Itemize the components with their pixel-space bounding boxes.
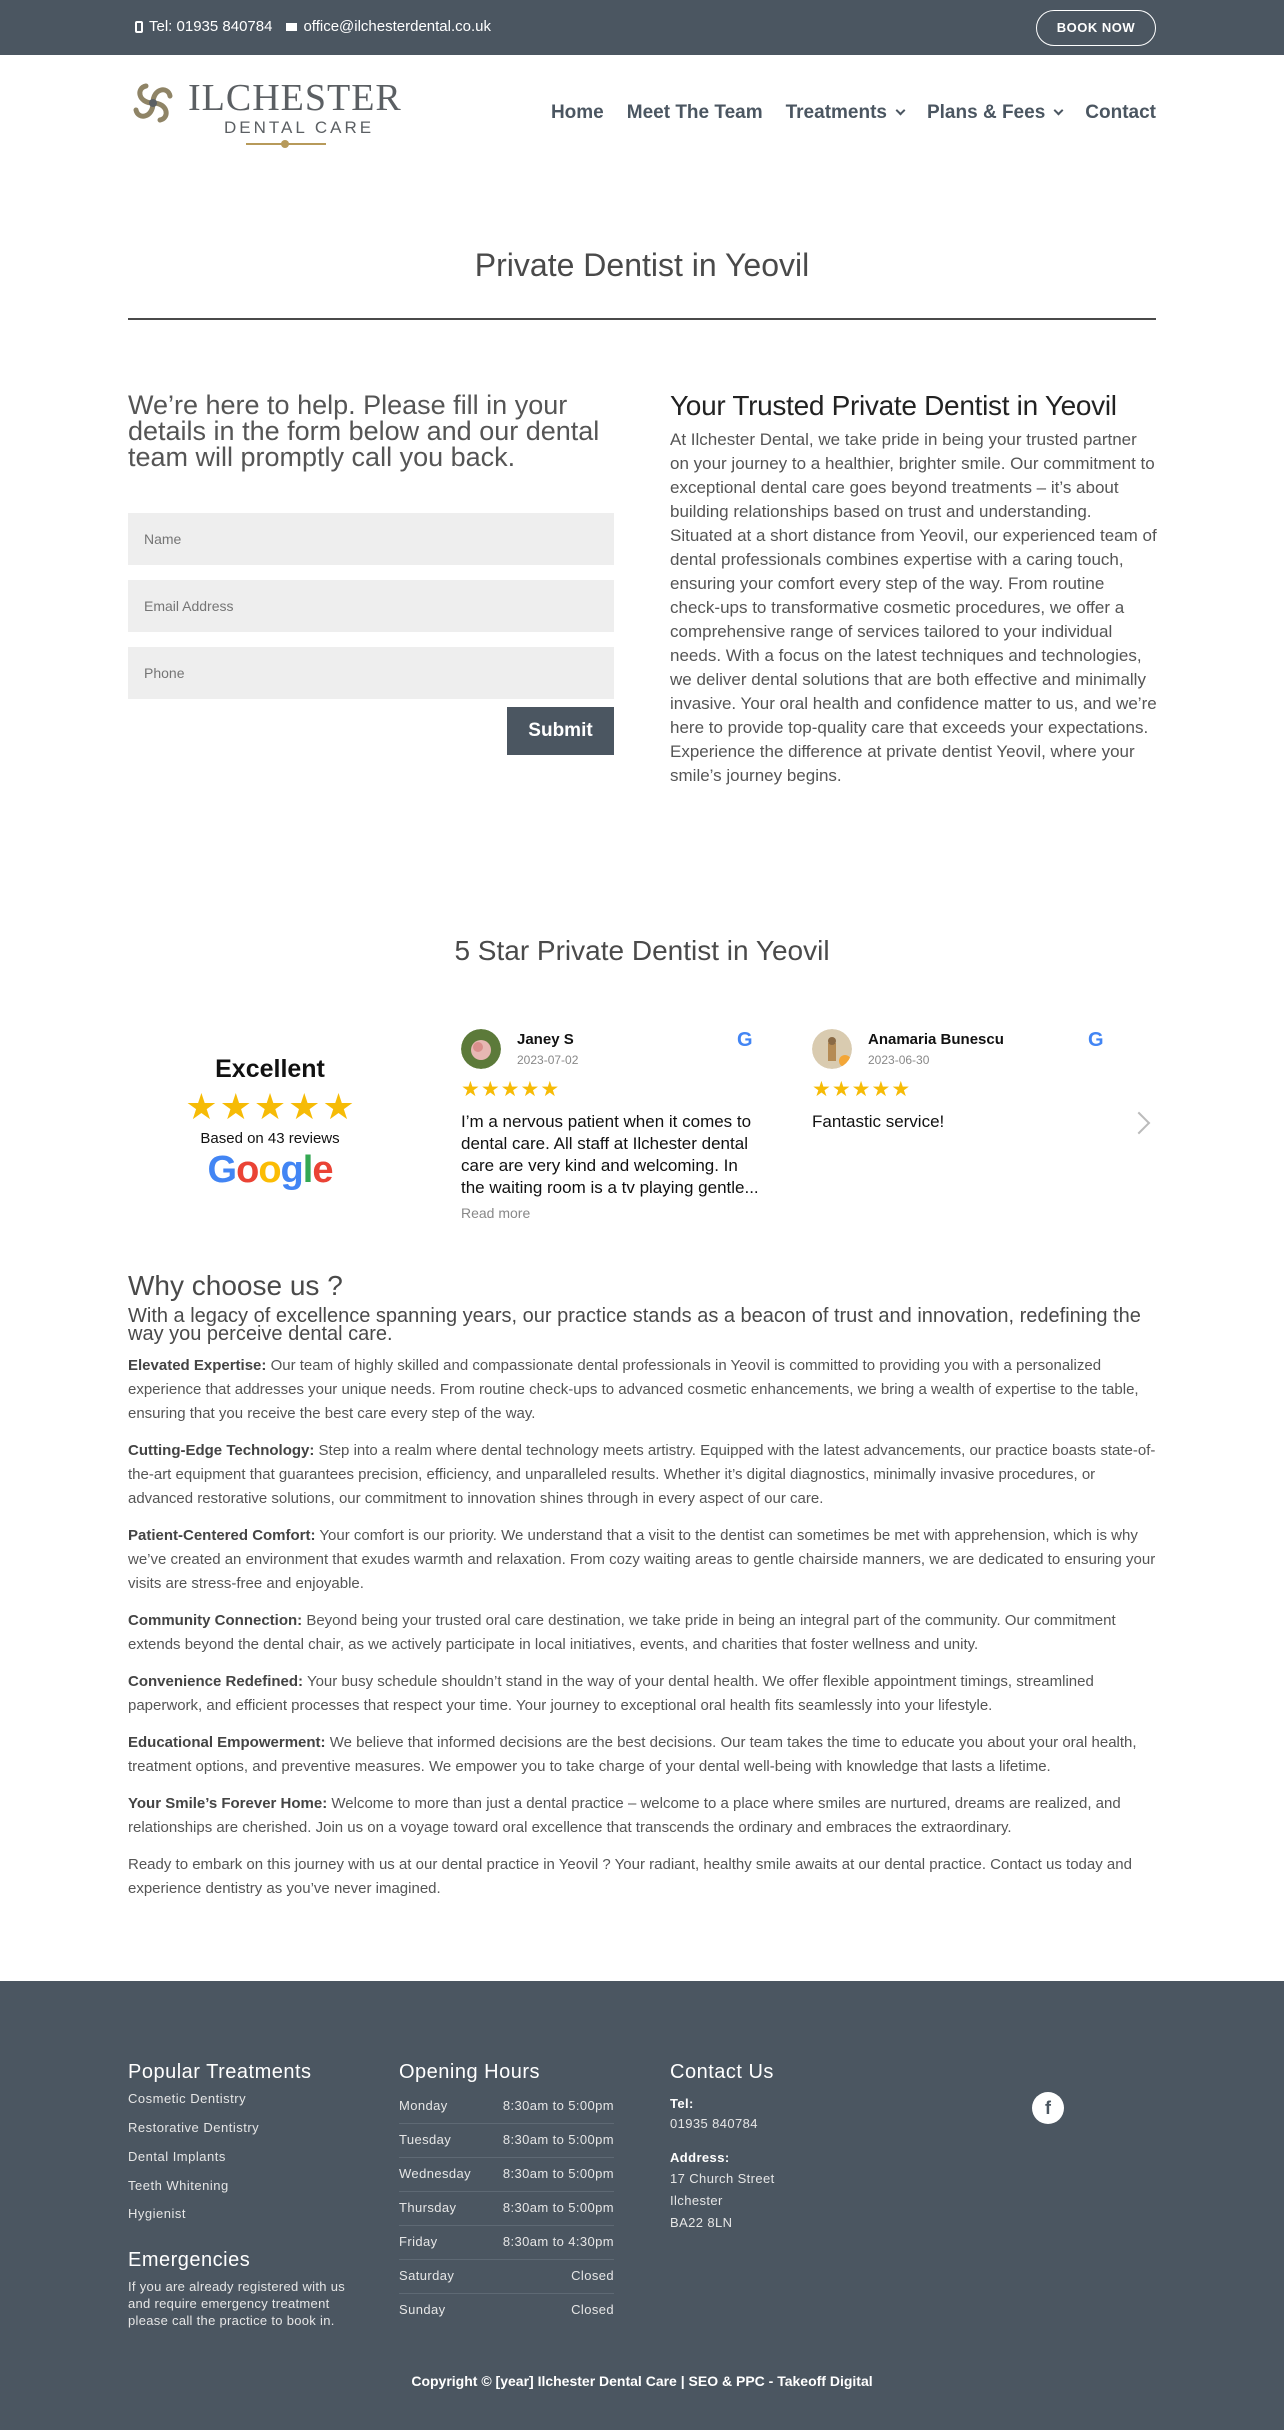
star-icon: ★ (288, 1087, 321, 1128)
site-footer (0, 1981, 1284, 2430)
why-point-text: Step into a realm where dental technology meets artistry. Equipped with the latest advancements, our practice boasts state-of-the-art equipment that guarantees precision, efficiency, and unparalleled results. Whether it’s digital diagnostics, minimally invasive procedures, or advanced restorative solutions, our commitment to innovation shines through in every aspect of our care. (128, 1442, 1156, 1507)
why-point-text: We believe that informed decisions are the best decisions. Our team takes the time to educate you about your oral health, treatment options, and preventive measures. We empower you to take charge of your dental well-being with knowledge that lasts a lifetime. (128, 1734, 1137, 1775)
why-point-label: Convenience Redefined: (128, 1673, 304, 1690)
copyright: Copyright © [year] Ilchester Dental Care | SEO & PPC - Takeoff Digital (411, 2373, 873, 2389)
star-icon: ★ (461, 1077, 480, 1101)
why-title: Why choose us ? (128, 1270, 343, 1301)
review-text: I’m a nervous patient when it comes to dental care. All staff at Ilchester dental care are very kind and welcoming. In the waiting room is a tv playing gentle... (461, 1112, 759, 1197)
hours-time: 8:30am to 5:00pm (502, 2200, 614, 2215)
review-stars (461, 1077, 559, 1101)
star-icon: ★ (322, 1087, 355, 1128)
why-point-text: Welcome to more than just a dental practice – welcome to a place where smiles are nurtured, dreams are realized, and relationships are cherished. Join us on a voyage toward oral excellence that transcends the ordinary and embraces the extraordinary. (128, 1795, 1121, 1836)
hours-day: Friday (399, 2234, 438, 2249)
google-icon: G (1088, 1029, 1104, 1051)
why-point (128, 1731, 1158, 1779)
chevron-down-icon[interactable] (1054, 106, 1064, 116)
reviews-title: 5 Star Private Dentist in Yeovil (454, 935, 830, 966)
page-title: Private Dentist in Yeovil (474, 247, 810, 283)
rating-label: Excellent (215, 1055, 325, 1083)
star-icon: ★ (520, 1077, 540, 1101)
review-date: 2023-06-30 (868, 1053, 930, 1067)
address-label: Address: (670, 2150, 730, 2165)
hours-row (399, 2090, 614, 2124)
opening-hours-table (399, 2090, 614, 2328)
topbar-phone[interactable] (135, 18, 272, 35)
read-more-link[interactable]: Read more (461, 1205, 531, 1221)
why-point (128, 1524, 1158, 1596)
star-icon: ★ (812, 1077, 831, 1101)
review-text: Fantastic service! (812, 1112, 945, 1131)
why-point-text: Your comfort is our priority. We understand that a visit to the dentist can sometimes be met with apprehension, which is why we’ve created an environment that exudes warmth and relaxation. From cozy waiting areas to gentle chairside manners, we are dedicated to ensuring your visits are stress-free and enjoyable. (128, 1527, 1156, 1592)
footer-link-cosmetic[interactable]: Cosmetic Dentistry (128, 2091, 247, 2106)
nav-meet-the-team[interactable]: Meet The Team (626, 102, 763, 123)
hours-row (399, 2158, 614, 2192)
chevron-right-icon[interactable] (1128, 1112, 1151, 1135)
why-point-label: Elevated Expertise: (128, 1357, 267, 1374)
google-logo: Google (207, 1149, 333, 1191)
hours-row (399, 2192, 614, 2226)
treatments-heading: Popular Treatments (128, 2061, 312, 2083)
footer-link-implants[interactable]: Dental Implants (128, 2149, 226, 2164)
nav-contact[interactable]: Contact (1085, 102, 1156, 123)
nav-home[interactable]: Home (550, 102, 604, 123)
why-point-text: Our team of highly skilled and compassionate dental professionals in Yeovil is committed to providing you with a personalized experience that addresses your unique needs. From routine check-ups to advanced cosmetic enhancements, we bring a wealth of expertise to the table, ensuring that you receive the best care every step of the way. (128, 1357, 1139, 1422)
emergencies-text: If you are already registered with us and require emergency treatment please call the practice to book in. (128, 2279, 346, 2328)
why-point (128, 1609, 1158, 1657)
star-icon: ★ (219, 1087, 252, 1128)
topbar-phone-text[interactable]: Tel: 01935 840784 (149, 18, 273, 35)
why-list (128, 1354, 1158, 1914)
about-text: At Ilchester Dental, we take pride in being your trusted partner on your journey to a healthier, brighter smile. Our commitment to exceptional dental care goes beyond treatments – it’s about building relationships based on trust and understanding. Situated at a short distance from Yeovil, our experienced team of dental professionals combines expertise with a caring touch, ensuring your comfort every step of the way. From routine check-ups to transformative cosmetic procedures, we offer a comprehensive range of services tailored to your individual needs. With a focus on the latest techniques and technologies, we deliver dental solutions that are both effective and minimally invasive. Your oral health and confidence matter to us, and we’re here to provide top-quality care that exceeds your expectations. Experience the difference at private dentist Yeovil, where your smile’s journey begins. (670, 430, 1157, 785)
address-line: 17 Church Street (670, 2171, 775, 2186)
review-date: 2023-07-02 (517, 1053, 579, 1067)
why-point-text: Your busy schedule shouldn’t stand in the way of your dental health. We offer flexible appointment timings, streamlined paperwork, and efficient processes that respect your time. Your journey to exceptional oral health fits seamlessly into your lifestyle. (128, 1673, 1094, 1714)
logo-name: ILCHESTER (188, 77, 402, 119)
star-icon: ★ (500, 1077, 520, 1101)
why-point (128, 1670, 1158, 1718)
star-icon: ★ (871, 1077, 891, 1101)
nav-plans-fees-label[interactable]: Plans & Fees (926, 102, 1046, 123)
why-point-label: Patient-Centered Comfort: (128, 1527, 316, 1544)
nav-treatments-label[interactable]: Treatments (785, 102, 887, 123)
google-icon: G (737, 1029, 753, 1051)
hours-day: Tuesday (399, 2132, 452, 2147)
why-point-label: Your Smile’s Forever Home: (128, 1795, 328, 1812)
mail-icon (286, 23, 297, 31)
hours-day: Saturday (399, 2268, 455, 2283)
hours-row (399, 2226, 614, 2260)
form-heading: We’re here to help. Please fill in your details in the form below and our dental team will promptly call you back. (128, 390, 600, 472)
avatar (461, 1029, 501, 1069)
hours-time: 8:30am to 4:30pm (502, 2234, 614, 2249)
tel-value[interactable]: 01935 840784 (670, 2116, 758, 2131)
footer-link-hygienist[interactable]: Hygienist (128, 2206, 186, 2221)
why-point-label: Cutting-Edge Technology: (128, 1442, 315, 1459)
star-icon: ★ (253, 1087, 287, 1128)
hours-heading: Opening Hours (399, 2061, 541, 2083)
tel-label: Tel: (670, 2096, 694, 2111)
logo-swirl-icon (128, 78, 178, 128)
title-divider (128, 318, 1156, 320)
nav-plans-fees[interactable] (927, 102, 1062, 124)
logo-dot (281, 140, 289, 148)
why-point (128, 1439, 1158, 1511)
site-logo[interactable] (128, 72, 402, 152)
contact-heading: Contact Us (670, 2061, 774, 2083)
footer-link-restorative[interactable]: Restorative Dentistry (128, 2120, 260, 2135)
hours-time: 8:30am to 5:00pm (502, 2098, 614, 2113)
logo-subtitle: DENTAL CARE (224, 118, 375, 137)
review-stars (812, 1077, 910, 1101)
submit-button[interactable]: Submit (507, 707, 614, 755)
avatar (812, 1029, 852, 1069)
hours-row (399, 2294, 614, 2328)
hours-time: 8:30am to 5:00pm (502, 2132, 614, 2147)
address-line: BA22 8LN (670, 2215, 733, 2230)
chevron-down-icon[interactable] (896, 106, 906, 116)
nav-treatments[interactable] (786, 102, 904, 124)
phone-icon (135, 21, 143, 33)
footer-link-whitening[interactable]: Teeth Whitening (128, 2178, 229, 2193)
star-icon: ★ (851, 1077, 871, 1101)
book-now-button[interactable]: BOOK NOW (1036, 10, 1156, 46)
address-line: Ilchester (670, 2193, 723, 2208)
name-field[interactable] (128, 513, 614, 565)
hours-day: Monday (399, 2098, 448, 2113)
topbar-email-text[interactable]: office@ilchesterdental.co.uk (303, 18, 492, 35)
email-field[interactable] (128, 580, 614, 632)
topbar-email[interactable] (286, 18, 491, 35)
top-bar (0, 0, 1284, 55)
facebook-icon[interactable]: f (1032, 2092, 1064, 2124)
topbar-contact (135, 18, 491, 35)
hours-day: Wednesday (399, 2166, 472, 2181)
star-icon: ★ (891, 1077, 911, 1101)
hours-time: Closed (571, 2302, 614, 2317)
hours-day: Thursday (399, 2200, 457, 2215)
star-icon: ★ (185, 1087, 218, 1128)
star-icon: ★ (831, 1077, 851, 1101)
review-count: Based on 43 reviews (200, 1130, 340, 1147)
why-closing: Ready to embark on this journey with us at our dental practice in Yeovil ? Your radiant, healthy smile awaits at our dental practice. Contact us today and experience dentistry as you’ve never imagined. (128, 1856, 1132, 1897)
hours-row (399, 2124, 614, 2158)
why-point-text: Beyond being your trusted oral care destination, we take pride in being an integral part of the community. Our commitment extends beyond the dental chair, as we actively participate in local initiatives, events, and charities that foster wellness and unity. (128, 1612, 1116, 1653)
reviewer-name: Janey S (517, 1031, 574, 1048)
why-point-label: Educational Empowerment: (128, 1734, 326, 1751)
hours-row (399, 2260, 614, 2294)
main-nav (551, 102, 1156, 124)
emergencies-heading: Emergencies (128, 2249, 251, 2271)
about-title: Your Trusted Private Dentist in Yeovil (670, 390, 1117, 421)
phone-field[interactable] (128, 647, 614, 699)
why-point (128, 1792, 1158, 1840)
why-intro: With a legacy of excellence spanning years, our practice stands as a beacon of trust and innovation, redefining the way you perceive dental care. (128, 1305, 1141, 1345)
hours-time: Closed (571, 2268, 614, 2283)
star-icon: ★ (540, 1077, 560, 1101)
hours-time: 8:30am to 5:00pm (502, 2166, 614, 2181)
rating-stars (180, 1087, 360, 1128)
rating-badge (180, 1055, 360, 1192)
reviewer-name: Anamaria Bunescu (868, 1031, 1004, 1048)
star-icon: ★ (480, 1077, 500, 1101)
why-point-label: Community Connection: (128, 1612, 303, 1629)
why-point (128, 1354, 1158, 1426)
hours-day: Sunday (399, 2302, 446, 2317)
